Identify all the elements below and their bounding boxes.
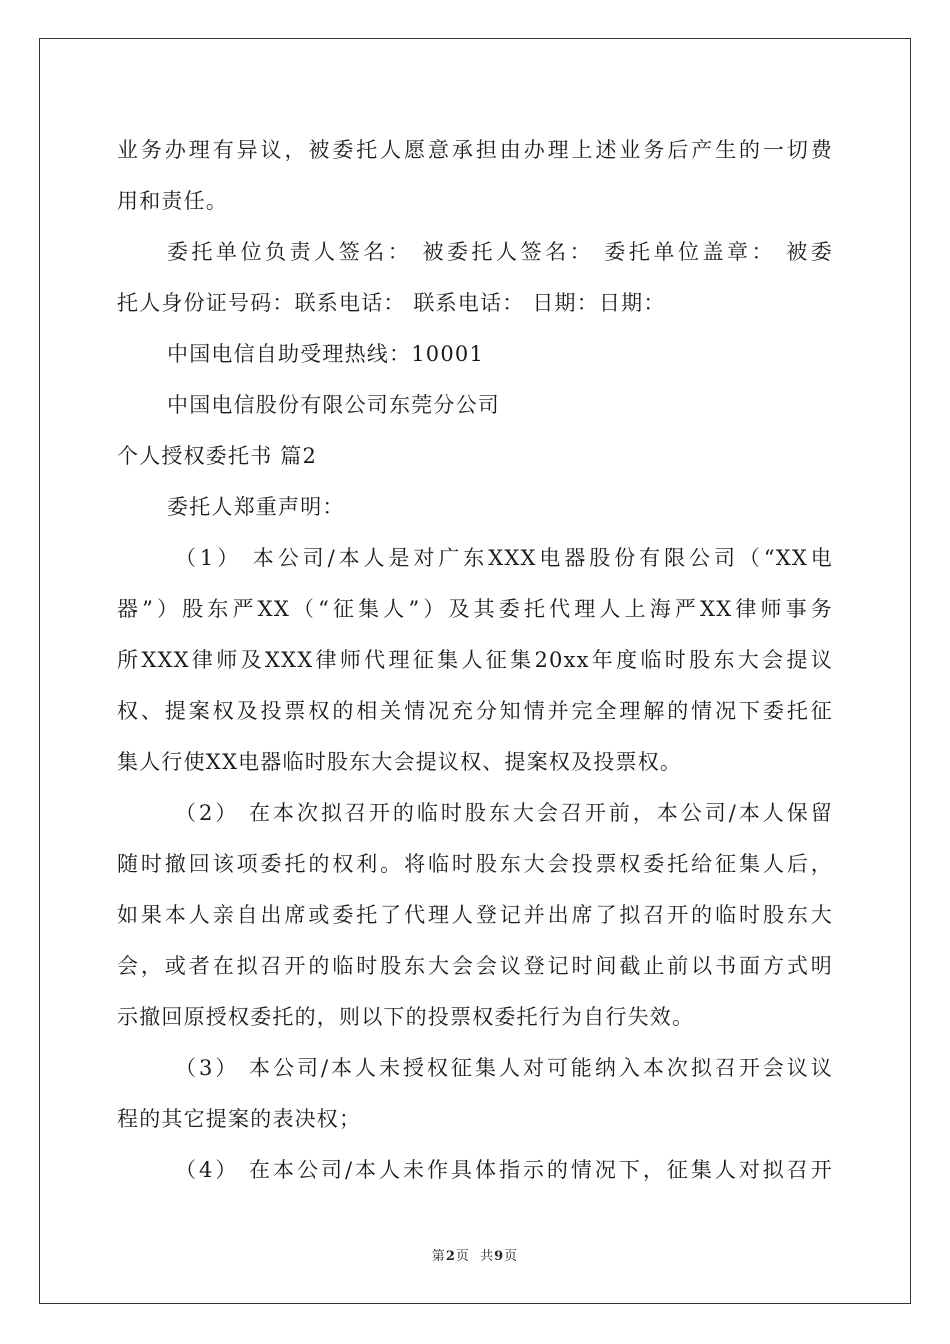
clause-2-line: 如果本人亲自出席或委托了代理人登记并出席了拟召开的临时股东大	[117, 903, 833, 927]
footer-mid: 页 共	[455, 1249, 495, 1264]
signature-line: 托人身份证号码：联系电话： 联系电话： 日期：日期：	[117, 291, 666, 315]
clause-1-line: 权、提案权及投票权的相关情况充分知情并完全理解的情况下委托征	[117, 699, 833, 723]
hotline-line: 中国电信自助受理热线：10001	[167, 342, 485, 366]
page-footer	[0, 1245, 950, 1264]
section-heading: 个人授权委托书 篇2	[117, 444, 318, 468]
paragraph-line: 业务办理有异议，被委托人愿意承担由办理上述业务后产生的一切费	[117, 138, 833, 162]
company-name-line: 中国电信股份有限公司东莞分公司	[167, 393, 500, 417]
clause-2-line: 会，或者在拟召开的临时股东大会会议登记时间截止前以书面方式明	[117, 954, 833, 978]
footer-prefix: 第	[431, 1249, 446, 1264]
clause-1-line: 集人行使XX电器临时股东大会提议权、提案权及投票权。	[117, 750, 683, 774]
clause-4-line: （4） 在本公司/本人未作具体指示的情况下，征集人对拟召开	[175, 1158, 833, 1182]
clause-1-line: 所XXX律师及XXX律师代理征集人征集20xx年度临时股东大会提议	[117, 648, 833, 672]
clause-1-line: 器”）股东严XX（“征集人”）及其委托代理人上海严XX律师事务	[117, 597, 833, 621]
clause-2-line: （2） 在本次拟召开的临时股东大会召开前，本公司/本人保留	[175, 801, 833, 825]
footer-suffix: 页	[504, 1249, 519, 1264]
clause-2-line: 随时撤回该项委托的权利。将临时股东大会投票权委托给征集人后，	[117, 852, 833, 876]
paragraph-line: 用和责任。	[117, 189, 228, 213]
clause-3-line: 程的其它提案的表决权；	[117, 1107, 362, 1131]
clause-3-line: （3） 本公司/本人未授权征集人对可能纳入本次拟召开会议议	[175, 1056, 833, 1080]
clause-2-line: 示撤回原授权委托的，则以下的投票权委托行为自行失效。	[117, 1005, 695, 1029]
signature-line: 委托单位负责人签名： 被委托人签名： 委托单位盖章： 被委	[167, 240, 833, 264]
current-page-number: 2	[445, 1249, 456, 1264]
statement-intro: 委托人郑重声明：	[167, 495, 345, 519]
document-body	[117, 125, 833, 1196]
total-page-number: 9	[494, 1249, 505, 1264]
clause-1-line: （1） 本公司/本人是对广东XXX电器股份有限公司（“XX电	[175, 546, 833, 570]
